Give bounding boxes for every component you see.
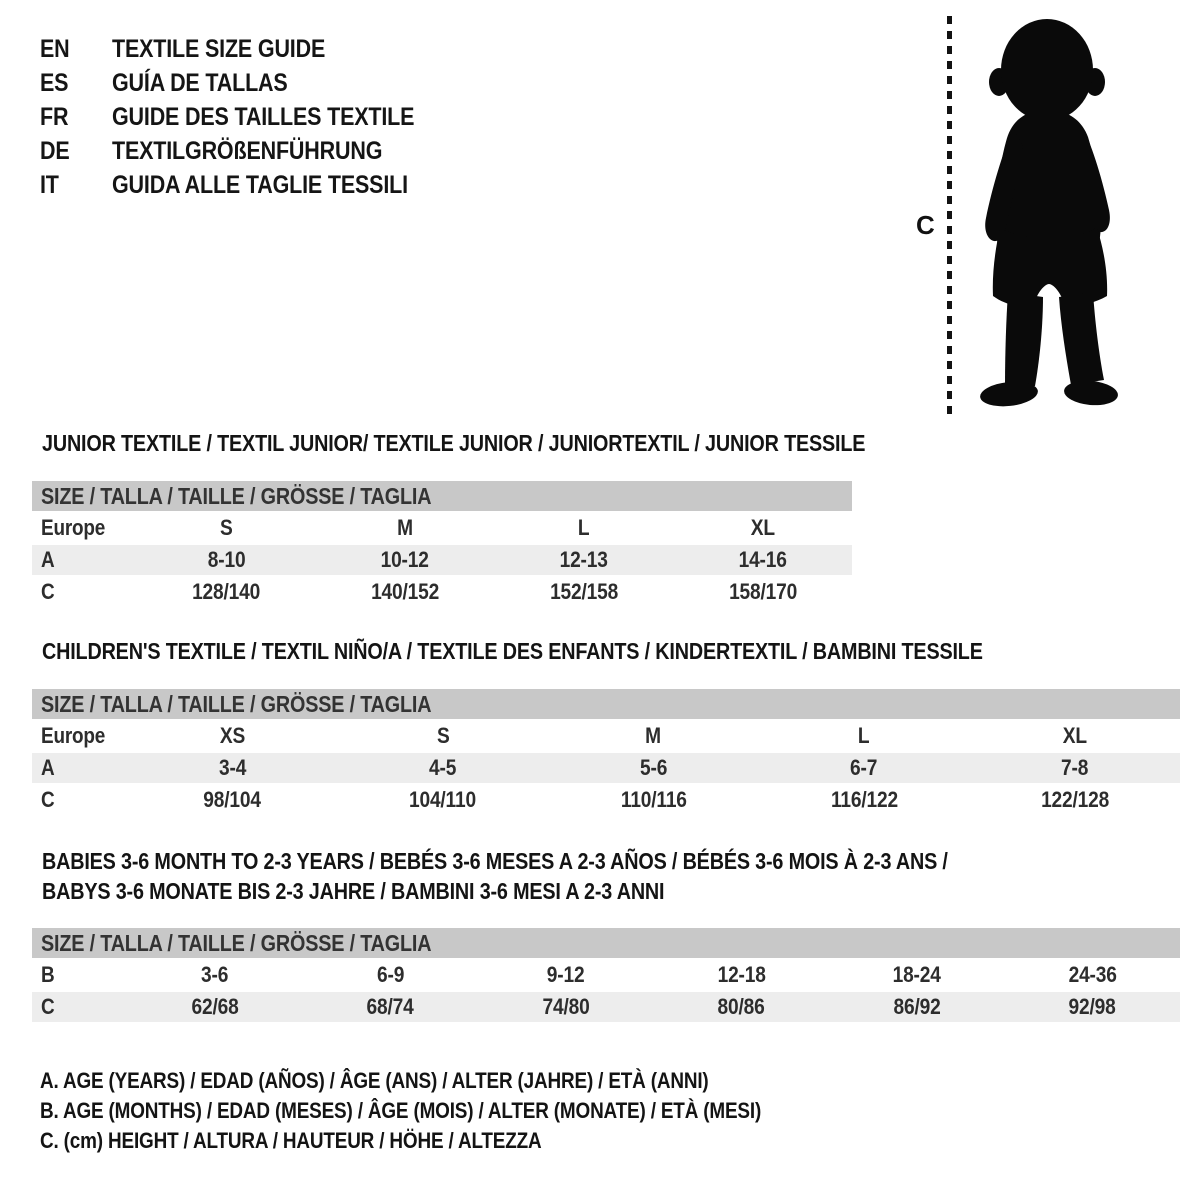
size-value-cell — [316, 547, 495, 573]
table-row-europe — [32, 721, 1180, 751]
height-measure-line — [947, 16, 952, 418]
size-value-cell — [654, 994, 830, 1020]
language-title: GUÍA DE TALLAS — [112, 68, 288, 97]
row-label-text: C — [41, 787, 55, 812]
size-value-cell — [127, 994, 303, 1020]
size-value: 140/152 — [371, 579, 440, 604]
language-title-list — [40, 32, 464, 202]
size-value-cell — [829, 994, 1005, 1020]
size-value-cell — [478, 962, 654, 988]
size-value: L — [578, 515, 590, 540]
legend-text: C. (cm) HEIGHT / ALTURA / HAUTEUR / HÖHE / ALTEZZA — [40, 1128, 542, 1153]
size-value: 74/80 — [542, 994, 590, 1019]
size-value-cell — [127, 787, 338, 813]
size-value-cell — [127, 723, 338, 749]
size-value: 68/74 — [366, 994, 414, 1019]
size-value: S — [436, 723, 450, 748]
section-title-text: BABYS 3-6 MONATE BIS 2-3 JAHRE / BAMBINI 3-6 MESI A 2-3 ANNI — [42, 878, 665, 904]
section-title-line — [42, 846, 1180, 876]
language-row — [40, 66, 464, 100]
section-title — [32, 846, 1180, 906]
row-label-text: Europe — [41, 515, 106, 540]
size-value-cell — [495, 579, 674, 605]
language-row — [40, 168, 464, 202]
size-value: S — [220, 515, 233, 540]
size-value: 7-8 — [1061, 755, 1089, 780]
section-title-text: CHILDREN'S TEXTILE / TEXTIL NIÑO/A / TEXTILE DES ENFANTS / KINDERTEXTIL / BAMBINI TESSILE — [42, 638, 983, 664]
size-value: 3-6 — [201, 962, 229, 987]
size-value-cell — [338, 723, 549, 749]
legend-line-a — [40, 1066, 878, 1096]
row-label — [32, 755, 127, 781]
size-value: 5-6 — [639, 755, 668, 780]
section-junior-textile — [32, 430, 866, 607]
size-value: 14-16 — [738, 547, 787, 572]
size-value: 152/158 — [549, 579, 618, 604]
size-value-cell — [495, 515, 674, 541]
size-value-cell — [127, 962, 303, 988]
table-row-c — [32, 577, 852, 607]
language-row — [40, 134, 464, 168]
section-title — [32, 638, 1180, 665]
size-value: 122/128 — [1040, 787, 1109, 812]
language-title: TEXTILGRÖßENFÜHRUNG — [112, 136, 383, 165]
language-code: DE — [40, 136, 70, 165]
size-value: 158/170 — [728, 579, 797, 604]
height-label-c: C — [916, 210, 935, 240]
size-value-cell — [338, 755, 549, 781]
size-value: 9-12 — [546, 962, 585, 987]
size-value-cell — [969, 755, 1180, 781]
size-value: 116/122 — [830, 787, 898, 812]
legend — [40, 1066, 878, 1156]
size-value-cell — [1005, 994, 1181, 1020]
size-value-cell — [759, 787, 970, 813]
size-value: 128/140 — [192, 579, 261, 604]
size-value: XL — [1062, 723, 1087, 748]
language-title: TEXTILE SIZE GUIDE — [112, 34, 326, 63]
row-label — [32, 994, 127, 1020]
language-row — [40, 32, 464, 66]
table-row-europe — [32, 513, 852, 543]
size-value-cell — [548, 755, 759, 781]
size-value-cell — [1005, 962, 1181, 988]
size-value: 4-5 — [429, 755, 457, 780]
size-value: 12-13 — [559, 547, 608, 572]
size-value: 12-18 — [717, 962, 766, 987]
row-label — [32, 962, 127, 988]
legend-line-c — [40, 1126, 878, 1156]
size-value: 92/98 — [1068, 994, 1116, 1019]
size-value: 10-12 — [381, 547, 430, 572]
size-header-bar — [32, 928, 1180, 958]
section-title-line — [42, 430, 866, 457]
row-label-text: B — [41, 962, 55, 987]
size-header-text: SIZE / TALLA / TAILLE / GRÖSSE / TAGLIA — [41, 691, 432, 717]
legend-text: B. AGE (MONTHS) / EDAD (MESES) / ÂGE (MOIS) / ALTER (MONATE) / ETÀ (MESI) — [40, 1098, 762, 1123]
table-row-a — [32, 545, 852, 575]
size-value-cell — [548, 723, 759, 749]
size-value-cell — [673, 515, 852, 541]
size-value: M — [645, 723, 662, 748]
row-label-text: Europe — [41, 723, 106, 748]
language-title: GUIDA ALLE TAGLIE TESSILI — [112, 170, 408, 199]
size-value: XL — [750, 515, 775, 540]
row-label — [32, 547, 137, 573]
section-title-line — [42, 638, 1180, 665]
size-value-cell — [673, 579, 852, 605]
language-row — [40, 100, 464, 134]
size-value-cell — [654, 962, 830, 988]
size-value-cell — [759, 723, 970, 749]
row-label — [32, 787, 127, 813]
size-value-cell — [969, 787, 1180, 813]
size-value: M — [397, 515, 414, 540]
section-title-text: JUNIOR TEXTILE / TEXTIL JUNIOR/ TEXTILE JUNIOR / JUNIORTEXTIL / JUNIOR TESSILE — [42, 430, 866, 456]
size-value: 18-24 — [892, 962, 941, 987]
legend-line-b — [40, 1096, 878, 1126]
size-value: 104/110 — [409, 787, 477, 812]
size-header-text: SIZE / TALLA / TAILLE / GRÖSSE / TAGLIA — [41, 930, 432, 956]
size-value-cell — [316, 579, 495, 605]
language-title: GUIDE DES TAILLES TEXTILE — [112, 102, 415, 131]
size-header-bar — [32, 481, 852, 511]
size-value-cell — [137, 515, 316, 541]
table-row-c — [32, 992, 1180, 1022]
size-value-cell — [303, 962, 479, 988]
size-value-cell — [673, 547, 852, 573]
size-value-cell — [127, 755, 338, 781]
size-value: 3-4 — [218, 755, 246, 780]
language-code: EN — [40, 34, 70, 63]
size-value-cell — [137, 547, 316, 573]
size-value-cell — [338, 787, 549, 813]
size-value-cell — [316, 515, 495, 541]
size-value: XS — [219, 723, 245, 748]
size-value-cell — [829, 962, 1005, 988]
size-value: 80/86 — [717, 994, 765, 1019]
language-code: IT — [40, 170, 59, 199]
size-value-cell — [548, 787, 759, 813]
size-value-cell — [495, 547, 674, 573]
section-title-text: BABIES 3-6 MONTH TO 2-3 YEARS / BEBÉS 3-6 MESES A 2-3 AÑOS / BÉBÉS 3-6 MOIS À 2-3 ANS / — [42, 848, 948, 874]
row-label — [32, 515, 137, 541]
section-children-textile — [32, 638, 1180, 815]
row-label-text: A — [41, 755, 55, 780]
size-value-cell — [759, 755, 970, 781]
size-value-cell — [137, 579, 316, 605]
size-value-cell — [303, 994, 479, 1020]
size-value: 62/68 — [191, 994, 239, 1019]
legend-text: A. AGE (YEARS) / EDAD (AÑOS) / ÂGE (ANS) / ALTER (JAHRE) / ETÀ (ANNI) — [40, 1068, 709, 1093]
section-title-line — [42, 876, 1180, 906]
table-row-b — [32, 960, 1180, 990]
section-title — [32, 430, 866, 457]
row-label-text: C — [41, 579, 55, 604]
size-value: 110/116 — [620, 787, 687, 812]
row-label — [32, 579, 137, 605]
size-value: 6-9 — [376, 962, 404, 987]
size-value-cell — [478, 994, 654, 1020]
section-babies-textile — [32, 846, 1180, 1022]
row-label — [32, 723, 127, 749]
size-value: L — [858, 723, 870, 748]
table-row-a — [32, 753, 1180, 783]
size-value-cell — [969, 723, 1180, 749]
table-row-c — [32, 785, 1180, 815]
language-code: FR — [40, 102, 69, 131]
toddler-silhouette-icon — [962, 16, 1136, 416]
size-value: 24-36 — [1068, 962, 1117, 987]
size-header-bar — [32, 689, 1180, 719]
size-value: 6-7 — [850, 755, 878, 780]
language-code: ES — [40, 68, 69, 97]
row-label-text: C — [41, 994, 55, 1019]
row-label-text: A — [41, 547, 55, 572]
size-value: 86/92 — [893, 994, 941, 1019]
size-header-text: SIZE / TALLA / TAILLE / GRÖSSE / TAGLIA — [41, 483, 432, 509]
size-value: 8-10 — [207, 547, 246, 572]
size-value: 98/104 — [203, 787, 262, 812]
